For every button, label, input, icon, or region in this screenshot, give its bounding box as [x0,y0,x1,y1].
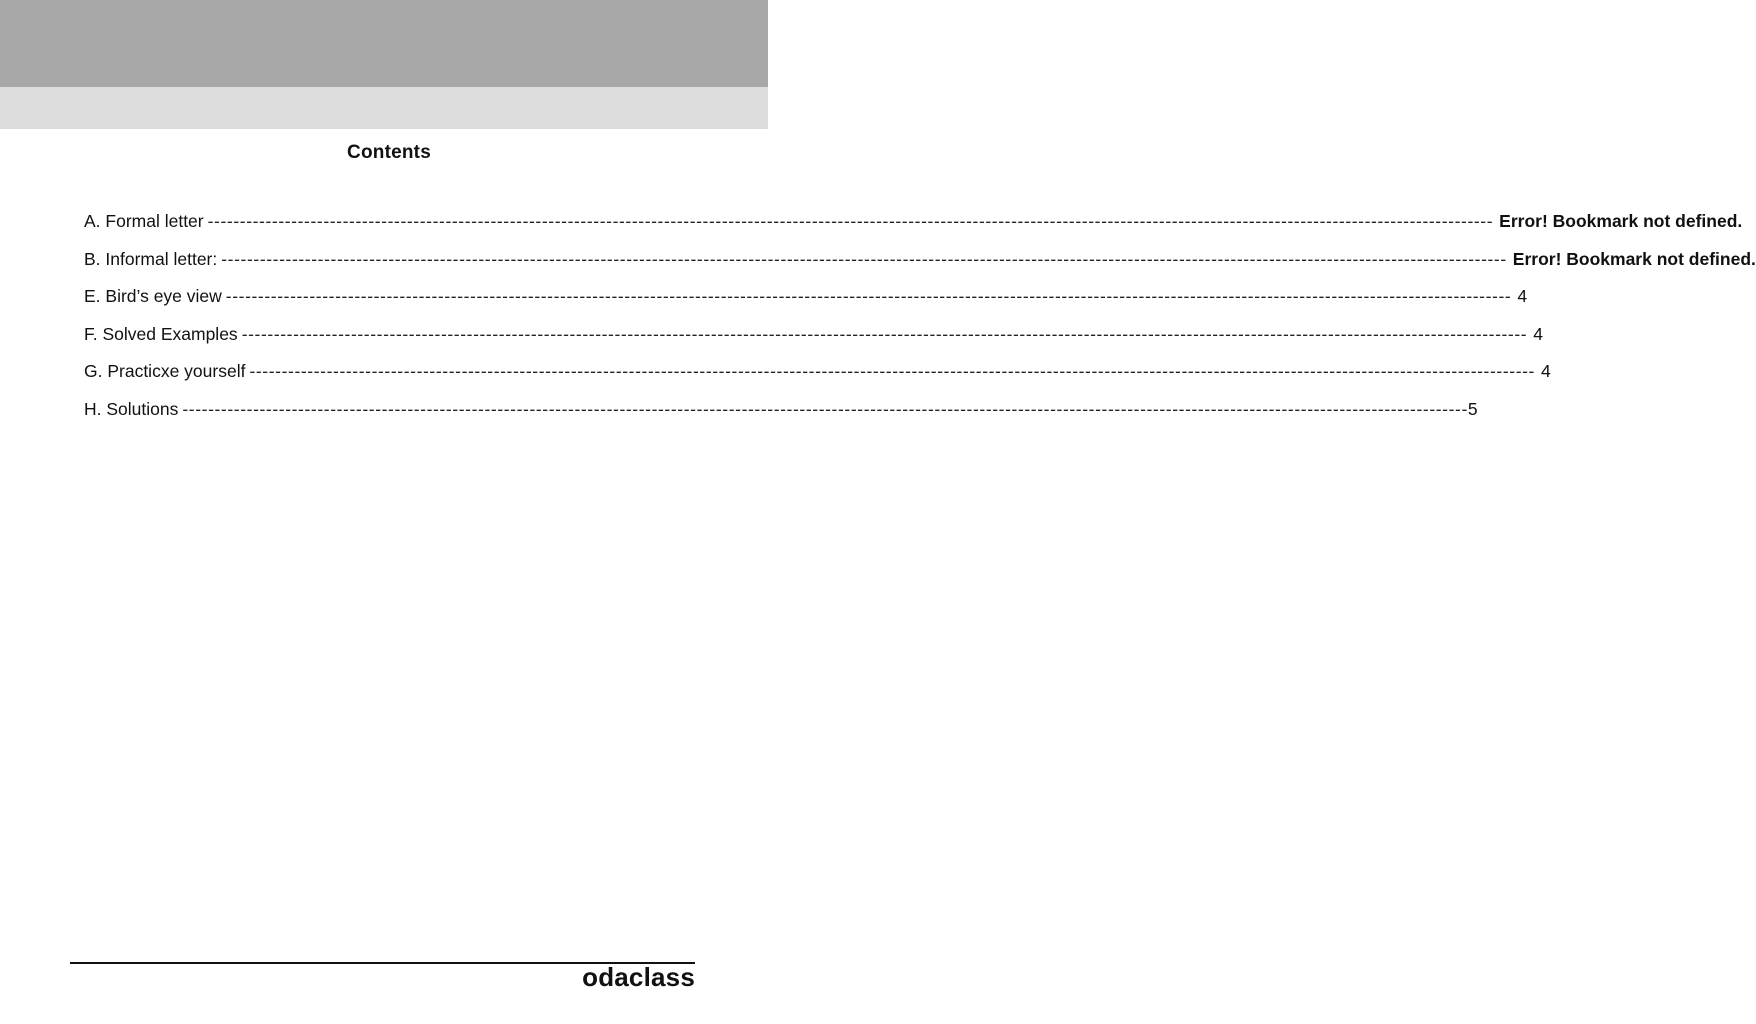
toc-entry-page: 5 [1467,398,1478,419]
toc-dot-leader: -------------------------------------------------------------------------------------------------------------------------------------------------------------------------------------------------------- [221,248,1507,269]
toc-entry-page: 4 [1517,286,1528,306]
toc-entry-page: 4 [1533,323,1543,344]
toc-dot-leader: -------------------------------------------------------------------------------------------------------------------------------------------------------------------------------------------------------- [225,286,1512,306]
toc-entry-page: Error! Bookmark not defined. [1512,248,1756,269]
toc-entry[interactable] [84,398,1478,437]
toc-entry[interactable] [84,286,1528,324]
toc-entry-page: 4 [1540,361,1551,381]
toc-entry[interactable] [84,361,1551,399]
header-band-light [0,87,768,129]
header-band-dark [0,0,768,87]
toc-entry[interactable] [84,323,1543,362]
toc-entry[interactable] [84,211,1743,249]
toc-entry-label: B. Informal letter: [84,248,218,269]
table-of-contents [84,211,1756,436]
toc-entry-label: E. Bird’s eye view [84,286,222,306]
toc-dot-leader: -------------------------------------------------------------------------------------------------------------------------------------------------------------------------------------------------------- [241,323,1528,344]
toc-dot-leader: -------------------------------------------------------------------------------------------------------------------------------------------------------------------------------------------------------- [182,398,1468,419]
toc-entry-label: H. Solutions [84,398,179,419]
toc-entry-page: Error! Bookmark not defined. [1499,211,1743,231]
toc-title: Contents [347,142,431,163]
toc-entry-label: A. Formal letter [84,211,204,231]
toc-entry[interactable] [84,248,1756,287]
toc-entry-label: F. Solved Examples [84,323,238,344]
toc-dot-leader: -------------------------------------------------------------------------------------------------------------------------------------------------------------------------------------------------------- [249,361,1535,381]
toc-dot-leader: -------------------------------------------------------------------------------------------------------------------------------------------------------------------------------------------------------- [207,211,1494,231]
brand-logo: odaclass [582,962,695,992]
toc-entry-label: G. Practicxe yourself [84,361,246,381]
